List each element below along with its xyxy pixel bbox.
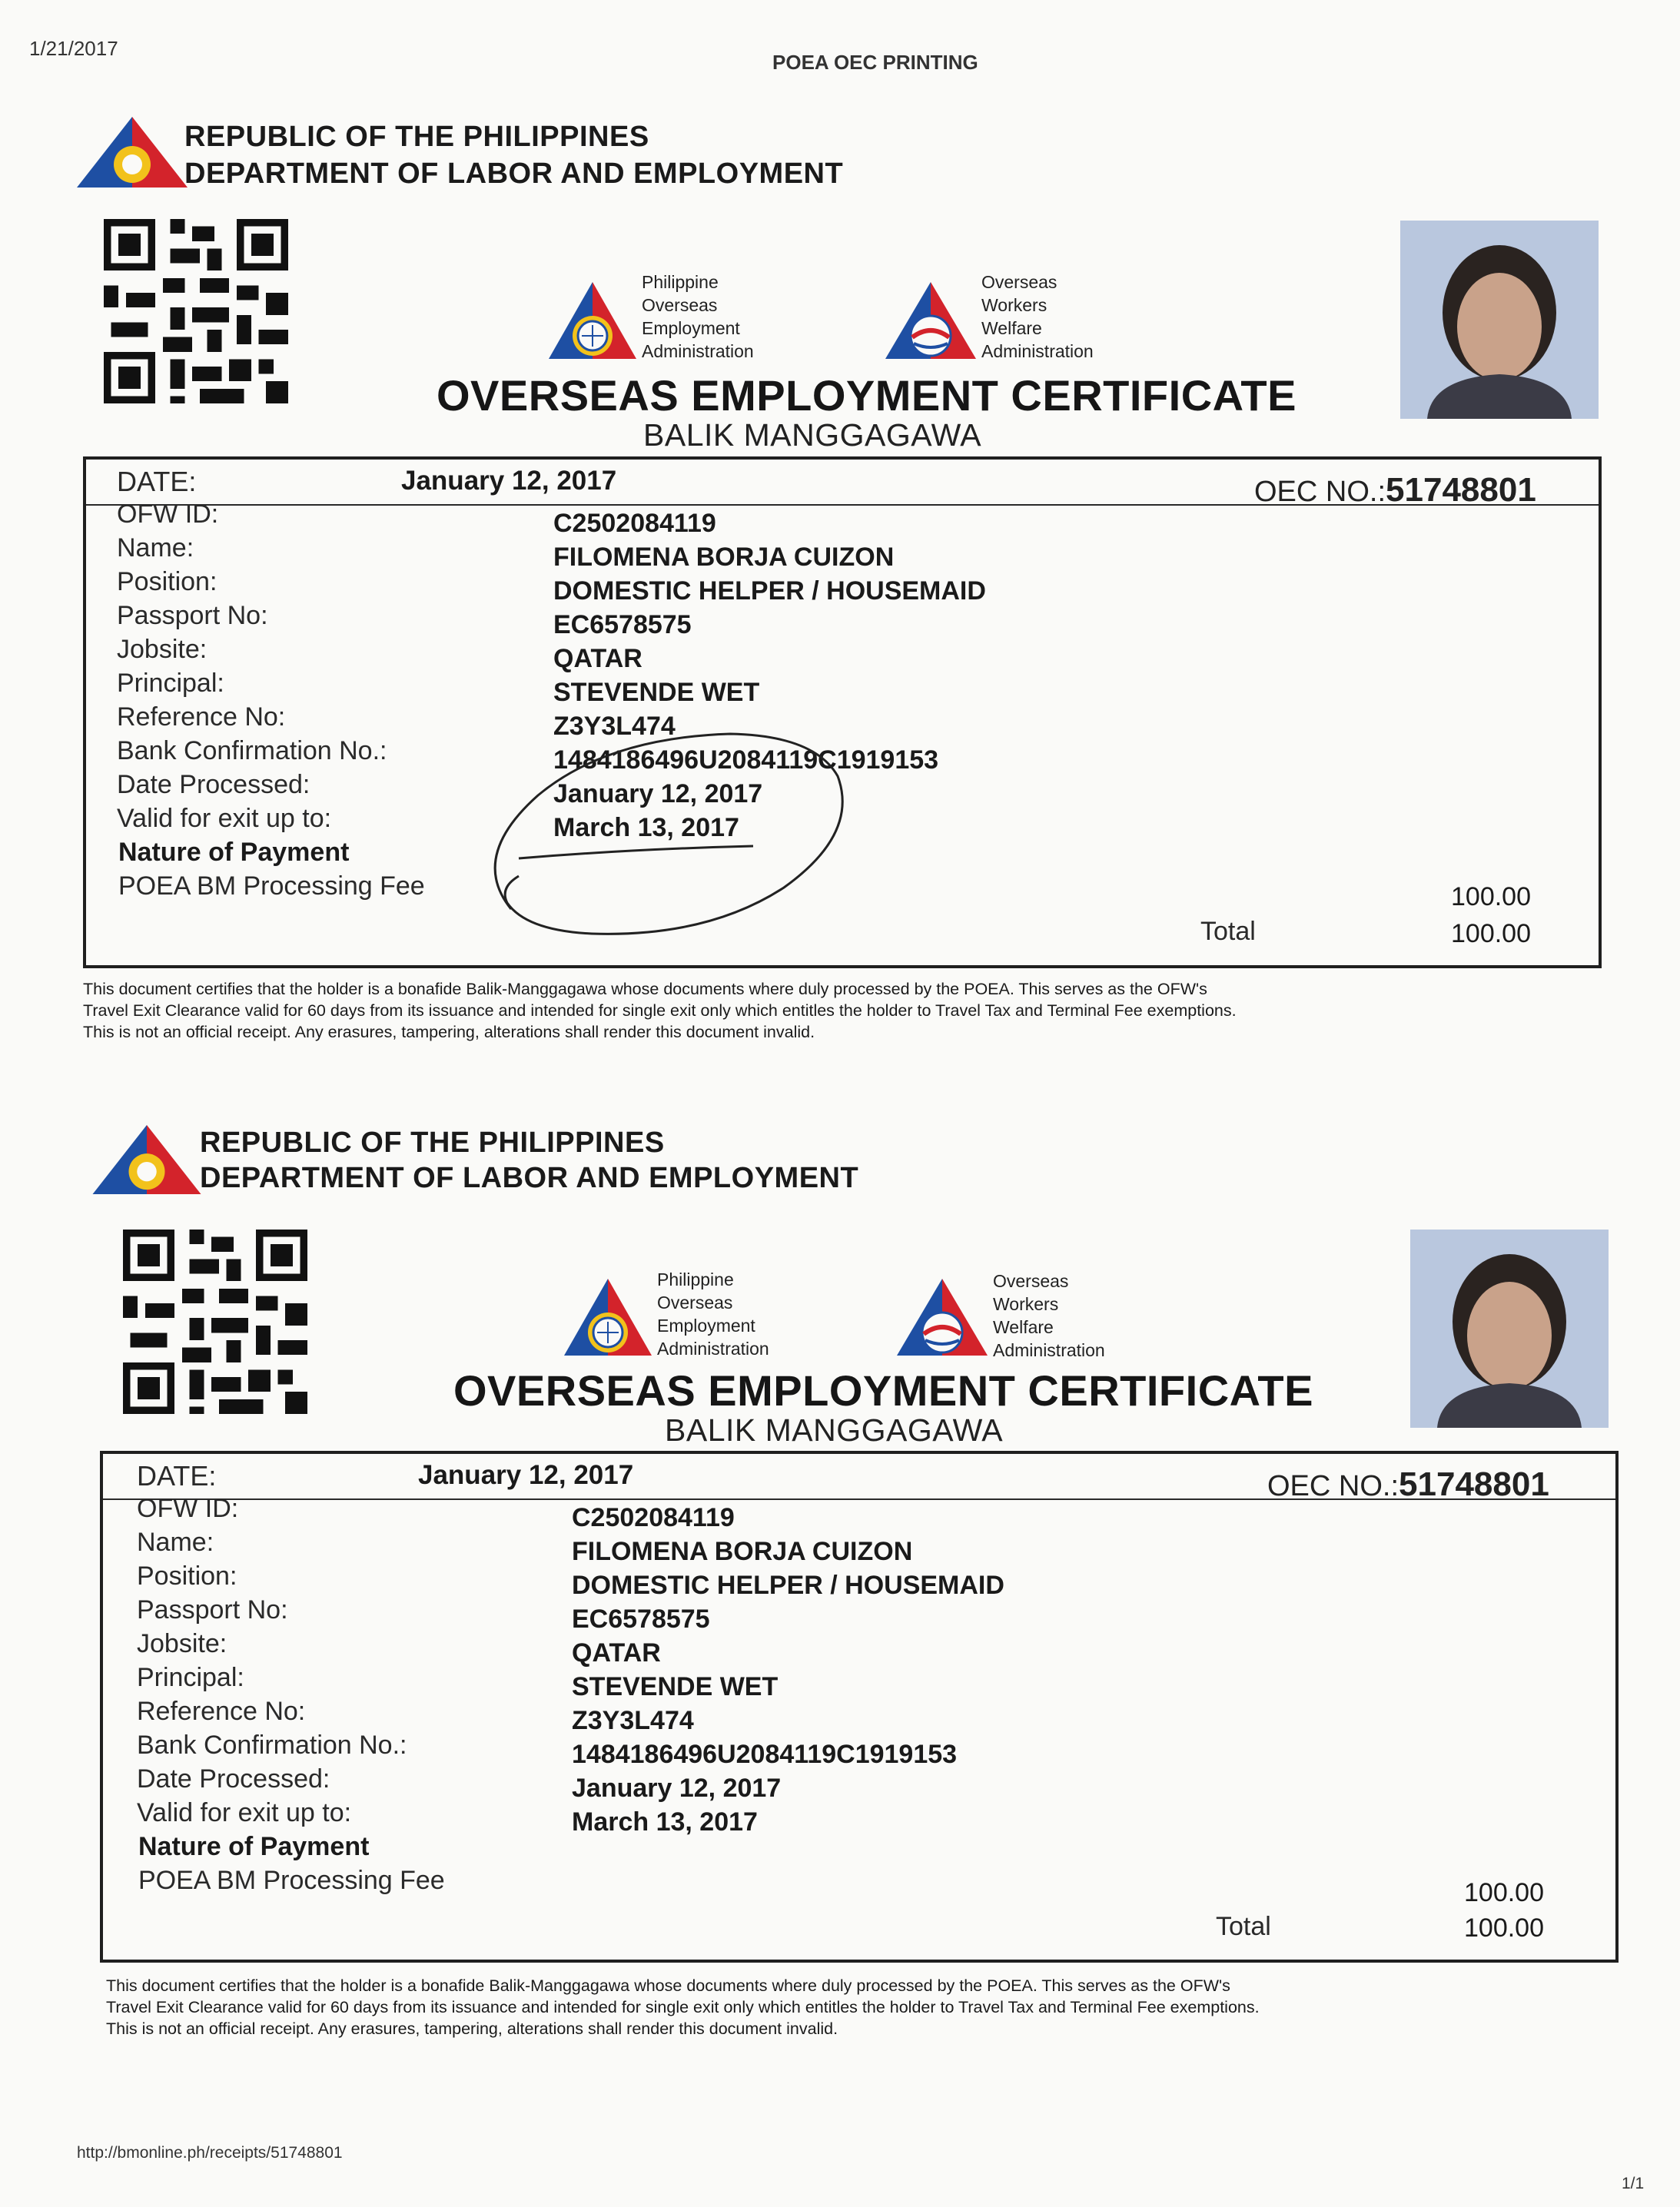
field-value: C2502084119: [572, 1503, 735, 1532]
field-value: STEVENDE WET: [572, 1672, 779, 1701]
dole-heading: DEPARTMENT OF LABOR AND EMPLOYMENT: [200, 1162, 859, 1194]
field-value: EC6578575: [572, 1605, 710, 1634]
holder-photo: [1400, 221, 1599, 419]
qr-code-icon: [104, 219, 288, 403]
field-label: Name:: [117, 533, 194, 563]
field-value: January 12, 2017: [553, 779, 763, 808]
field-label: Principal:: [117, 669, 224, 698]
field-value: C2502084119: [553, 509, 716, 538]
field-label: OFW ID:: [117, 499, 219, 529]
owwa-name: Overseas Workers Welfare Administration: [993, 1271, 1105, 1360]
total-label: Total: [1216, 1912, 1271, 1941]
field-value: DOMESTIC HELPER / HOUSEMAID: [553, 576, 986, 606]
oec-number: OEC NO.:51748801: [1254, 471, 1536, 509]
certificate-title: OVERSEAS EMPLOYMENT CERTIFICATE: [453, 1366, 1313, 1415]
field-value: 1484186496U2084119C1919153: [572, 1740, 958, 1769]
print-title: POEA OEC PRINTING: [772, 51, 978, 74]
republic-heading: REPUBLIC OF THE PHILIPPINES: [184, 121, 649, 153]
poea-name: Philippine Overseas Employment Administration: [642, 272, 754, 361]
date-value: January 12, 2017: [418, 1460, 634, 1490]
fee-label: POEA BM Processing Fee: [138, 1866, 445, 1895]
qr-code-icon: [123, 1230, 307, 1414]
date-label: DATE:: [137, 1460, 217, 1492]
field-label: Jobsite:: [137, 1629, 227, 1658]
field-label: Jobsite:: [117, 635, 208, 664]
field-label: Position:: [137, 1561, 237, 1591]
republic-heading: REPUBLIC OF THE PHILIPPINES: [200, 1127, 665, 1159]
dole-logo-icon: [75, 115, 189, 189]
poea-logo-icon: [563, 1277, 653, 1357]
certificate-details-box: [100, 1451, 1619, 1963]
field-value: QATAR: [572, 1638, 661, 1668]
total-amount: 100.00: [1451, 919, 1531, 948]
fee-label: POEA BM Processing Fee: [118, 871, 425, 901]
field-value: QATAR: [553, 644, 642, 673]
field-label: Valid for exit up to:: [117, 804, 332, 833]
field-value: 1484186496U2084119C1919153: [553, 745, 939, 775]
field-label: OFW ID:: [137, 1494, 239, 1523]
field-label: Date Processed:: [117, 770, 310, 799]
field-value: FILOMENA BORJA CUIZON: [553, 543, 895, 572]
nature-of-payment-label: Nature of Payment: [118, 838, 350, 867]
field-label: Bank Confirmation No.:: [117, 736, 387, 765]
disclaimer-text: This document certifies that the holder is a bonafide Balik-Manggagawa whose documents where duly processed by the POEA. This serves as the OFW's Travel Exit Clearance valid for 60 days from its issuance and intended for single exit only which entitles the holder to Travel Tax and Terminal Fee exemptions. This is not an official receipt. Any erasures, tampering, alterations shall render this document invalid.: [83, 980, 1237, 1041]
owwa-name: Overseas Workers Welfare Administration: [981, 272, 1094, 361]
field-label: Position:: [117, 567, 217, 596]
field-label: Principal:: [137, 1663, 244, 1692]
field-value: FILOMENA BORJA CUIZON: [572, 1537, 913, 1566]
total-label: Total: [1200, 917, 1256, 946]
field-label: Reference No:: [117, 702, 286, 732]
field-label: Reference No:: [137, 1697, 306, 1726]
poea-name: Philippine Overseas Employment Administration: [657, 1269, 769, 1359]
pen-circle-mark: [476, 719, 853, 941]
field-value: March 13, 2017: [572, 1807, 758, 1837]
field-value: Z3Y3L474: [572, 1706, 694, 1735]
field-value: March 13, 2017: [553, 813, 739, 842]
dole-logo-icon: [91, 1123, 203, 1196]
field-label: Passport No:: [117, 601, 268, 630]
field-value: STEVENDE WET: [553, 678, 760, 707]
page-number: 1/1: [1622, 2175, 1645, 2192]
disclaimer-text: This document certifies that the holder is a bonafide Balik-Manggagawa whose documents where duly processed by the POEA. This serves as the OFW's Travel Exit Clearance valid for 60 days from its issuance and intended for single exit only which entitles the holder to Travel Tax and Terminal Fee exemptions. This is not an official receipt. Any erasures, tampering, alterations shall render this document invalid.: [106, 1976, 1260, 2038]
field-label: Passport No:: [137, 1595, 288, 1625]
field-label: Bank Confirmation No.:: [137, 1731, 407, 1760]
dole-heading: DEPARTMENT OF LABOR AND EMPLOYMENT: [184, 158, 844, 190]
fee-amount: 100.00: [1464, 1878, 1544, 1907]
certificate-subtitle: BALIK MANGGAGAWA: [665, 1412, 1004, 1448]
poea-logo-icon: [547, 280, 638, 360]
total-amount: 100.00: [1464, 1913, 1544, 1943]
oec-number: OEC NO.:51748801: [1267, 1465, 1549, 1503]
field-label: Name:: [137, 1528, 214, 1557]
field-label: Valid for exit up to:: [137, 1798, 352, 1827]
field-value: Z3Y3L474: [553, 712, 676, 741]
owwa-logo-icon: [884, 280, 978, 360]
field-value: EC6578575: [553, 610, 692, 639]
field-value: DOMESTIC HELPER / HOUSEMAID: [572, 1571, 1004, 1600]
certificate-subtitle: BALIK MANGGAGAWA: [643, 417, 982, 453]
print-date: 1/21/2017: [29, 37, 118, 60]
fee-amount: 100.00: [1451, 882, 1531, 911]
date-value: January 12, 2017: [401, 466, 617, 496]
date-label: DATE:: [117, 466, 197, 497]
nature-of-payment-label: Nature of Payment: [138, 1832, 370, 1861]
field-label: Date Processed:: [137, 1764, 330, 1794]
holder-photo: [1410, 1230, 1609, 1428]
owwa-logo-icon: [895, 1277, 989, 1357]
field-value: January 12, 2017: [572, 1774, 782, 1803]
receipt-url: http://bmonline.ph/receipts/51748801: [77, 2144, 343, 2162]
certificate-title: OVERSEAS EMPLOYMENT CERTIFICATE: [437, 371, 1297, 420]
